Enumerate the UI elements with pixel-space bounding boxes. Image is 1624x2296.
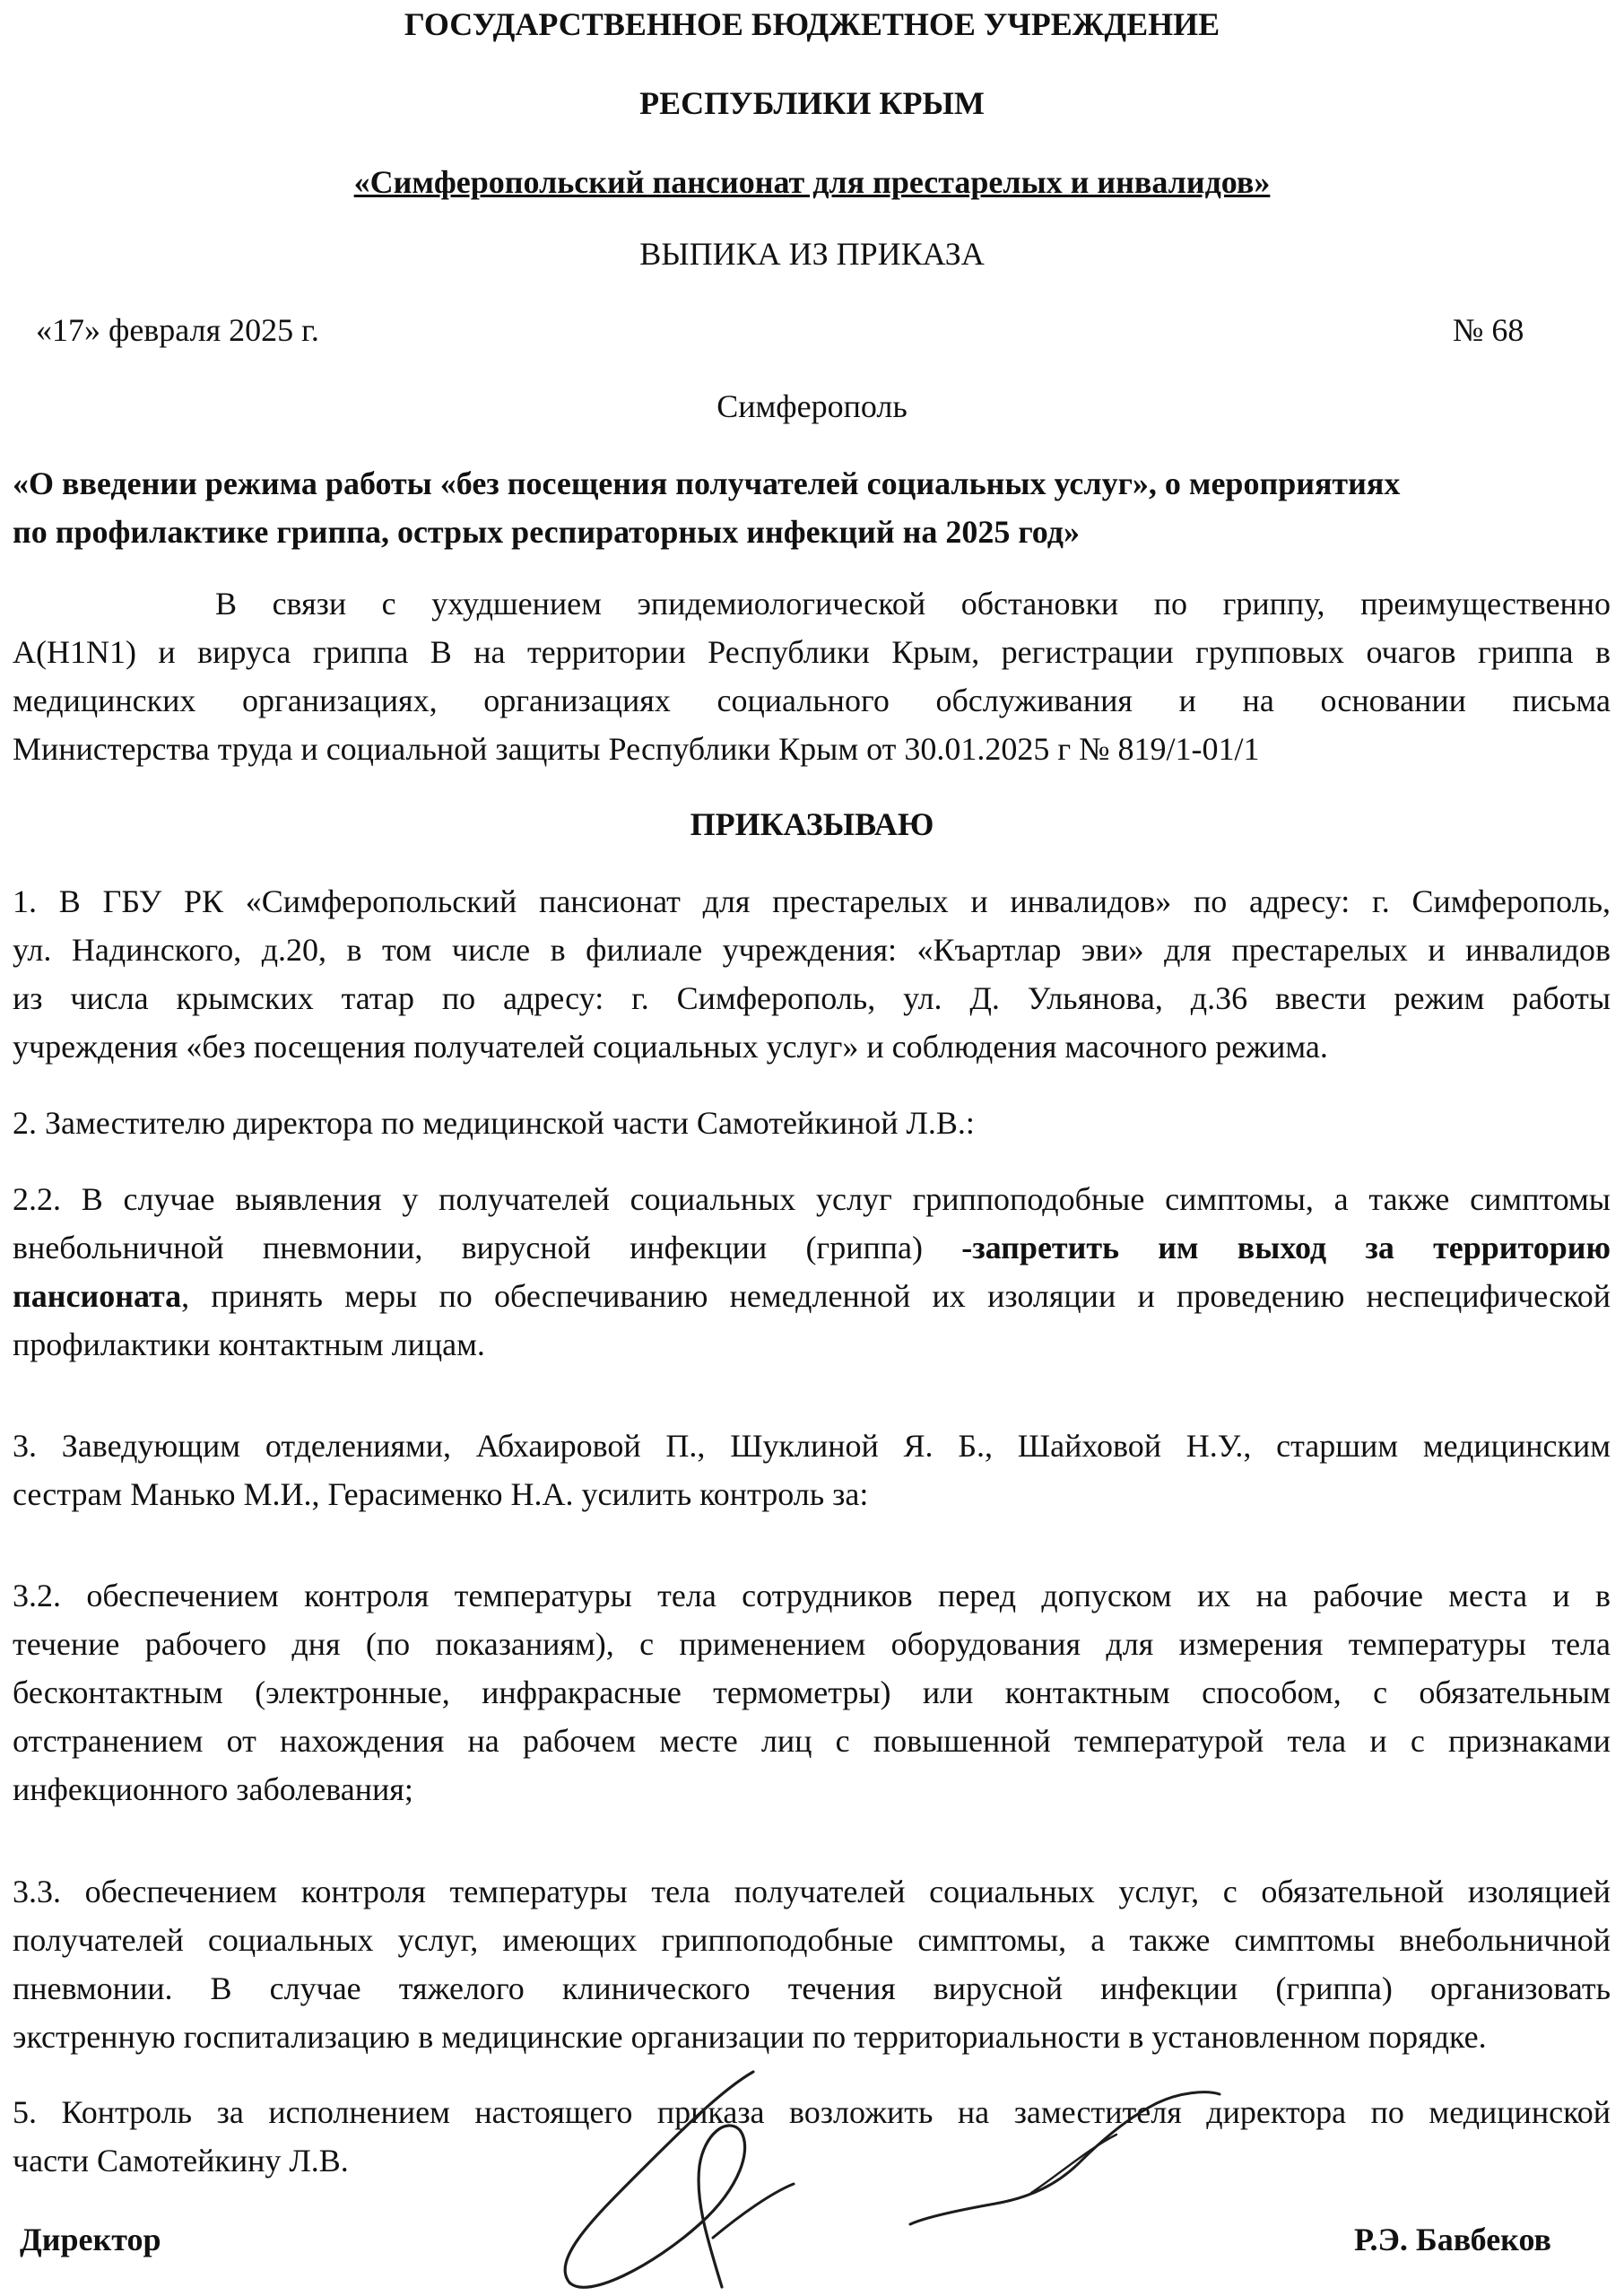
preamble-line-2: A(H1N1) и вируса гриппа В на территории Республики Крым, регистрации групповых очагов гриппа в [13, 634, 1611, 670]
subject-line-2: по профилактике гриппа, острых респираторных инфекций на 2025 год» [13, 514, 1080, 550]
handwritten-signature [529, 2049, 1229, 2296]
order-heading: ПРИКАЗЫВАЮ [690, 806, 934, 842]
preamble-line-4: Министерства труда и социальной защиты Республики Крым от 30.01.2025 г № 819/1-01/1 [13, 731, 1260, 767]
item-2-2-line-3-bold: пансионата [13, 1278, 182, 1314]
org-header-line-1: ГОСУДАРСТВЕННОЕ БЮДЖЕТНОЕ УЧРЕЖДЕНИЕ [404, 6, 1220, 42]
signatory-name: Р.Э. Бавбеков [1354, 2222, 1551, 2257]
item-2-2-line-3-plain: , принять меры по обеспечиванию немедленной их изоляции и проведению неспецифической [181, 1278, 1611, 1314]
item-3-2-line-5: инфекционного заболевания; [13, 1771, 413, 1807]
item-1-line-2: ул. Надинского, д.20, в том числе в филиале учреждения: «Къартлар эви» для престарелых и инвалидов [13, 932, 1611, 968]
document-title: ВЫПИКА ИЗ ПРИКАЗА [639, 236, 985, 272]
item-2-2-line-2-plain: внебольничной пневмонии, вирусной инфекции (гриппа) [13, 1230, 962, 1265]
signatory-title: Директор [20, 2222, 161, 2257]
item-2-2-line-2 [13, 1223, 1611, 1272]
item-2-2-line-3 [13, 1272, 1611, 1320]
item-3-line-2: сестрам Манько М.И., Герасименко Н.А. усилить контроль за: [13, 1476, 869, 1512]
document-number: № 68 [1453, 312, 1524, 348]
item-3-2-line-4: отстранением от нахождения на рабочем месте лиц с повышенной температурой тела и с признаками [13, 1723, 1611, 1759]
item-3-3-line-2: получателей социальных услуг, имеющих гриппоподобные симптомы, а также симптомы внебольничной [13, 1922, 1611, 1958]
document-date: «17» февраля 2025 г. [36, 312, 319, 348]
document-city: Симферополь [716, 388, 908, 424]
item-3-3-line-1: 3.3. обеспечением контроля температуры тела получателей социальных услуг, с обязательной изоляцией [13, 1874, 1611, 1909]
item-3-2-line-3: бесконтактным (электронные, инфракрасные термометры) или контактным способом, с обязательным [13, 1674, 1611, 1710]
subject-line-1: «О введении режима работы «без посещения получателей социальных услуг», о мероприятиях [13, 465, 1401, 501]
item-3-line-1: 3. Заведующим отделениями, Абхаировой П., Шуклиной Я. Б., Шайховой Н.У., старшим медицинским [13, 1428, 1611, 1464]
item-2-2-line-1: 2.2. В случае выявления у получателей социальных услуг гриппоподобные симптомы, а также симптомы [13, 1181, 1611, 1217]
item-1-line-3: из числа крымских татар по адресу: г. Симферополь, ул. Д. Ульянова, д.36 ввести режим работы [13, 980, 1611, 1016]
item-2-2-line-4: профилактики контактным лицам. [13, 1326, 485, 1362]
preamble-line-3: медицинских организациях, организациях социального обслуживания и на основании письма [13, 683, 1611, 718]
item-3-3-line-4: экстренную госпитализацию в медицинские организации по территориальности в установленном порядке. [13, 2019, 1487, 2055]
item-5-line-2: части Самотейкину Л.В. [13, 2143, 349, 2179]
item-3-2-line-1: 3.2. обеспечением контроля температуры тела сотрудников перед допуском их на рабочие места и в [13, 1578, 1611, 1613]
org-header-line-3: «Симферопольский пансионат для престарелых и инвалидов» [353, 164, 1271, 200]
item-1-line-4: учреждения «без посещения получателей социальных услуг» и соблюдения масочного режима. [13, 1029, 1328, 1065]
item-3-2-line-2: течение рабочего дня (по показаниям), с применением оборудования для измерения температуры тела [13, 1626, 1611, 1662]
item-2: 2. Заместителю директора по медицинской части Самотейкиной Л.В.: [13, 1105, 975, 1141]
org-header-line-2: РЕСПУБЛИКИ КРЫМ [639, 85, 985, 121]
item-2-2-line-2-bold: -запретить им выход за территорию [961, 1230, 1611, 1265]
item-1-line-1: 1. В ГБУ РК «Симферопольский пансионат для престарелых и инвалидов» по адресу: г. Симферополь, [13, 883, 1611, 919]
preamble-line-1: В связи с ухудшением эпидемиологической обстановки по гриппу, преимущественно [215, 586, 1611, 622]
item-5-line-1: 5. Контроль за исполнением настоящего приказа возложить на заместителя директора по медицинской [13, 2094, 1611, 2130]
item-3-3-line-3: пневмонии. В случае тяжелого клинического течения вирусной инфекции (гриппа) организовать [13, 1970, 1611, 2006]
